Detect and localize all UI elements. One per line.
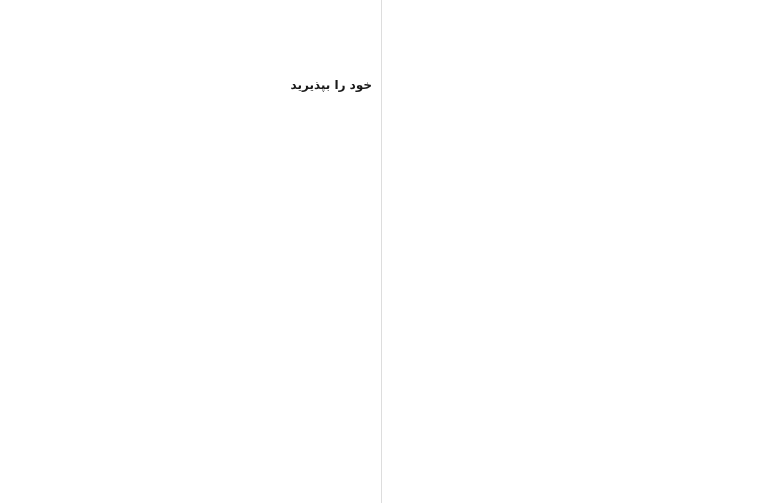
right-page-paragraph: [396, 4, 752, 19]
right-page-paragraph: [396, 124, 752, 139]
left-page-text-column: [16, 4, 372, 143]
right-page-paragraph: [396, 100, 752, 115]
page-gutter: [381, 0, 382, 503]
right-page-paragraph: [396, 76, 752, 91]
left-page-paragraph: [16, 104, 372, 119]
left-page-paragraph: [16, 4, 372, 19]
right-page-text-column: [396, 4, 752, 163]
left-page-paragraph: [16, 128, 372, 143]
right-page-paragraph: [396, 148, 752, 163]
right-page: [390, 0, 760, 503]
section-heading: خود را بپذیرید: [290, 78, 372, 92]
left-page: [10, 0, 380, 503]
right-page-paragraph: [396, 52, 752, 67]
left-page-paragraph: [16, 28, 372, 43]
right-page-paragraph: [396, 28, 752, 43]
left-page-paragraph: [16, 52, 372, 67]
